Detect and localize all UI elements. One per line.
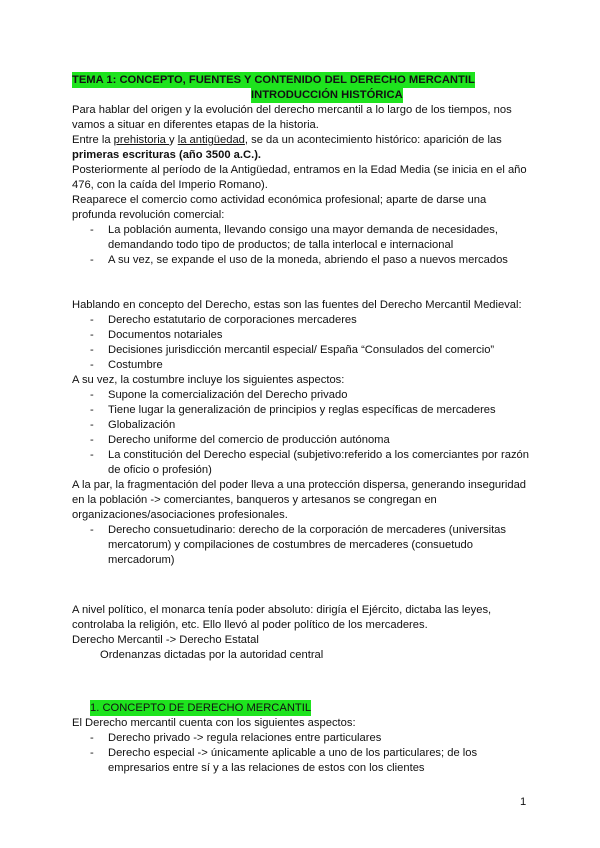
bullet-dash: -: [90, 344, 94, 356]
page-number: 1: [520, 796, 527, 808]
bullet-text: Derecho estatutario de corporaciones mercaderes: [108, 314, 357, 326]
bullet-dash: -: [90, 434, 94, 446]
bullet-dash: -: [90, 524, 94, 536]
bullet-text: A su vez, se expande el uso de la moneda, abriendo el paso a nuevos mercados: [108, 254, 508, 266]
paragraph-line: A nivel político, el monarca tenía poder absoluto: dirigía el Ejército, dictaba las leyes,: [72, 604, 492, 616]
paragraph-line: vamos a situar en diferentes etapas de la historia.: [72, 119, 319, 131]
paragraph-line: controlaba la religión, etc. Ello llevó al poder político de los mercaderes.: [72, 619, 428, 631]
underlined-term: prehistoria: [113, 134, 170, 146]
paragraph-line: Posteriormente al período de la Antigüedad, entramos en la Edad Media (se inicia en el año: [72, 164, 527, 176]
title-main: TEMA 1: CONCEPTO, FUENTES Y CONTENIDO DEL DERECHO MERCANTIL: [72, 74, 475, 86]
bullet-text: Derecho privado -> regula relaciones entre particulares: [108, 732, 382, 744]
bullet-text: de oficio o profesión): [108, 464, 212, 476]
bullet-text: demandando todo tipo de productos; de talla interlocal e internacional: [108, 239, 454, 251]
text-span: , se da un acontecimiento histórico: aparición de las: [244, 134, 502, 146]
bold-line: primeras escrituras (año 3500 a.C.).: [72, 149, 262, 161]
paragraph-line: Hablando en concepto del Derecho, estas son las fuentes del Derecho Mercantil Medieval:: [72, 299, 522, 311]
bullet-dash: -: [90, 732, 94, 744]
bullet-dash: -: [90, 419, 94, 431]
bullet-text: mercadorum): [108, 554, 175, 566]
paragraph-line: organizaciones/asociaciones profesionales.: [72, 509, 288, 521]
text-span: Entre la: [72, 134, 114, 146]
paragraph-line: Derecho Mercantil -> Derecho Estatal: [72, 634, 259, 646]
bullet-text: Globalización: [108, 419, 176, 431]
bullet-dash: -: [90, 224, 94, 236]
bullet-dash: -: [90, 329, 94, 341]
title-sub: INTRODUCCIÓN HISTÓRICA: [251, 89, 403, 101]
bullet-text: Supone la comercialización del Derecho privado: [108, 389, 348, 401]
paragraph-line: Reaparece el comercio como actividad económica profesional; aparte de darse una: [72, 194, 487, 206]
bullet-dash: -: [90, 404, 94, 416]
bullet-dash: -: [90, 359, 94, 371]
bullet-dash: -: [90, 747, 94, 759]
paragraph-line: A su vez, la costumbre incluye los siguientes aspectos:: [72, 374, 345, 386]
bullet-text: Costumbre: [108, 359, 163, 371]
bullet-text: Documentos notariales: [108, 329, 223, 341]
bullet-text: Decisiones jurisdicción mercantil especial/ España “Consulados del comercio”: [108, 344, 495, 356]
bullet-dash: -: [90, 449, 94, 461]
bullet-text: empresarios entre sí y a las relaciones de estos con los clientes: [108, 762, 425, 774]
bullet-text: Derecho consuetudinario: derecho de la corporación de mercaderes (universitas: [108, 524, 506, 536]
paragraph-line: A la par, la fragmentación del poder lleva a una protección dispersa, generando inseguridad: [72, 479, 527, 491]
paragraph-line: [72, 132, 502, 148]
paragraph-line: Ordenanzas dictadas por la autoridad central: [100, 649, 324, 661]
paragraph-line: 476, con la caída del Imperio Romano).: [72, 179, 268, 191]
bullet-text: Derecho uniforme del comercio de producción autónoma: [108, 434, 390, 446]
bullet-dash: -: [90, 389, 94, 401]
bullet-text: La constitución del Derecho especial (subjetivo:referido a los comerciantes por razón: [108, 449, 529, 461]
bullet-dash: -: [90, 254, 94, 266]
bullet-text: La población aumenta, llevando consigo una mayor demanda de necesidades,: [108, 224, 498, 236]
bullet-text: Tiene lugar la generalización de principios y reglas específicas de mercaderes: [108, 404, 496, 416]
paragraph-line: El Derecho mercantil cuenta con los siguientes aspectos:: [72, 717, 356, 729]
paragraph-line: profunda revolución comercial:: [72, 209, 225, 221]
underlined-term: la antigüedad: [177, 134, 245, 146]
bullet-dash: -: [90, 314, 94, 326]
paragraph-line: Para hablar del origen y la evolución del derecho mercantil a lo largo de los tiempos, nos: [72, 104, 512, 116]
paragraph-line: en la población -> comerciantes, banqueros y artesanos se congregan en: [72, 494, 437, 506]
section-heading: 1. CONCEPTO DE DERECHO MERCANTIL: [90, 702, 312, 714]
bullet-text: Derecho especial -> únicamente aplicable a uno de los particulares; de los: [108, 747, 478, 759]
bullet-text: mercatorum) y compilaciones de costumbres de mercaderes (consuetudo: [108, 539, 473, 551]
text-span: y: [169, 134, 178, 146]
